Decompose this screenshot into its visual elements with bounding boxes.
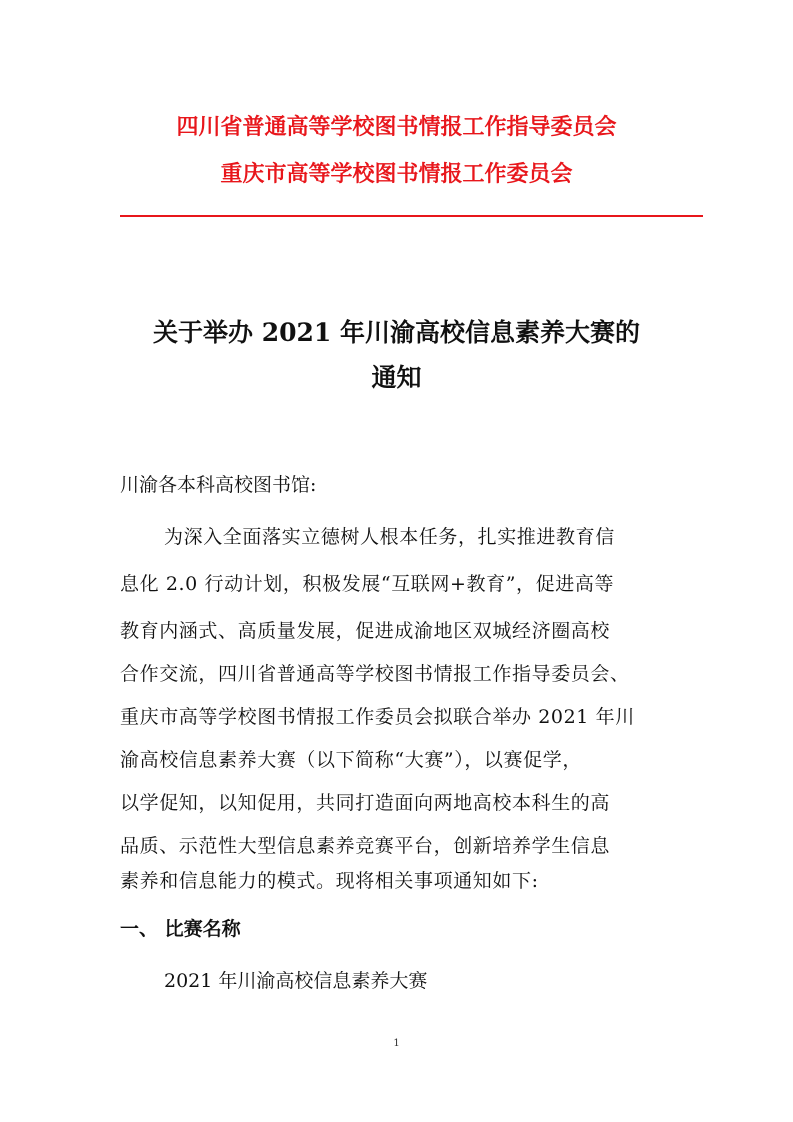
body-line: 品质、示范性大型信息素养竞赛平台，创新培养学生信息 <box>120 835 611 857</box>
body-line: 教育内涵式、高质量发展，促进成渝地区双城经济圈高校 <box>120 620 611 642</box>
body-line: 为深入全面落实立德树人根本任务，扎实推进教育信 <box>164 526 615 548</box>
document-title-line-2: 通知 <box>371 363 422 392</box>
page-number: 1 <box>393 1038 400 1049</box>
issuer-name-sichuan: 四川省普通高等学校图书情报工作指导委员会 <box>176 114 617 140</box>
competition-name-text: 2021 年川渝高校信息素养大赛 <box>164 970 428 992</box>
body-line: 重庆市高等学校图书情报工作委员会拟联合举办 2021 年川 <box>120 706 635 728</box>
body-line: 息化 2.0 行动计划，积极发展“互联网+教育”，促进高等 <box>120 573 615 595</box>
section-heading-competition-name: 一、 比赛名称 <box>120 918 241 940</box>
body-line: 渝高校信息素养大赛（以下简称“大赛”），以赛促学， <box>120 749 582 771</box>
body-line: 素养和信息能力的模式。现将相关事项通知如下: <box>120 870 539 892</box>
document-title-line-1: 关于举办 2021 年川渝高校信息素养大赛的 <box>153 318 640 347</box>
header-red-rule <box>120 215 703 217</box>
issuer-name-chongqing: 重庆市高等学校图书情报工作委员会 <box>220 161 573 187</box>
salutation: 川渝各本科高校图书馆: <box>120 474 317 496</box>
body-line: 以学促知，以知促用，共同打造面向两地高校本科生的高 <box>120 792 611 814</box>
body-line: 合作交流，四川省普通高等学校图书情报工作指导委员会、 <box>120 663 630 685</box>
